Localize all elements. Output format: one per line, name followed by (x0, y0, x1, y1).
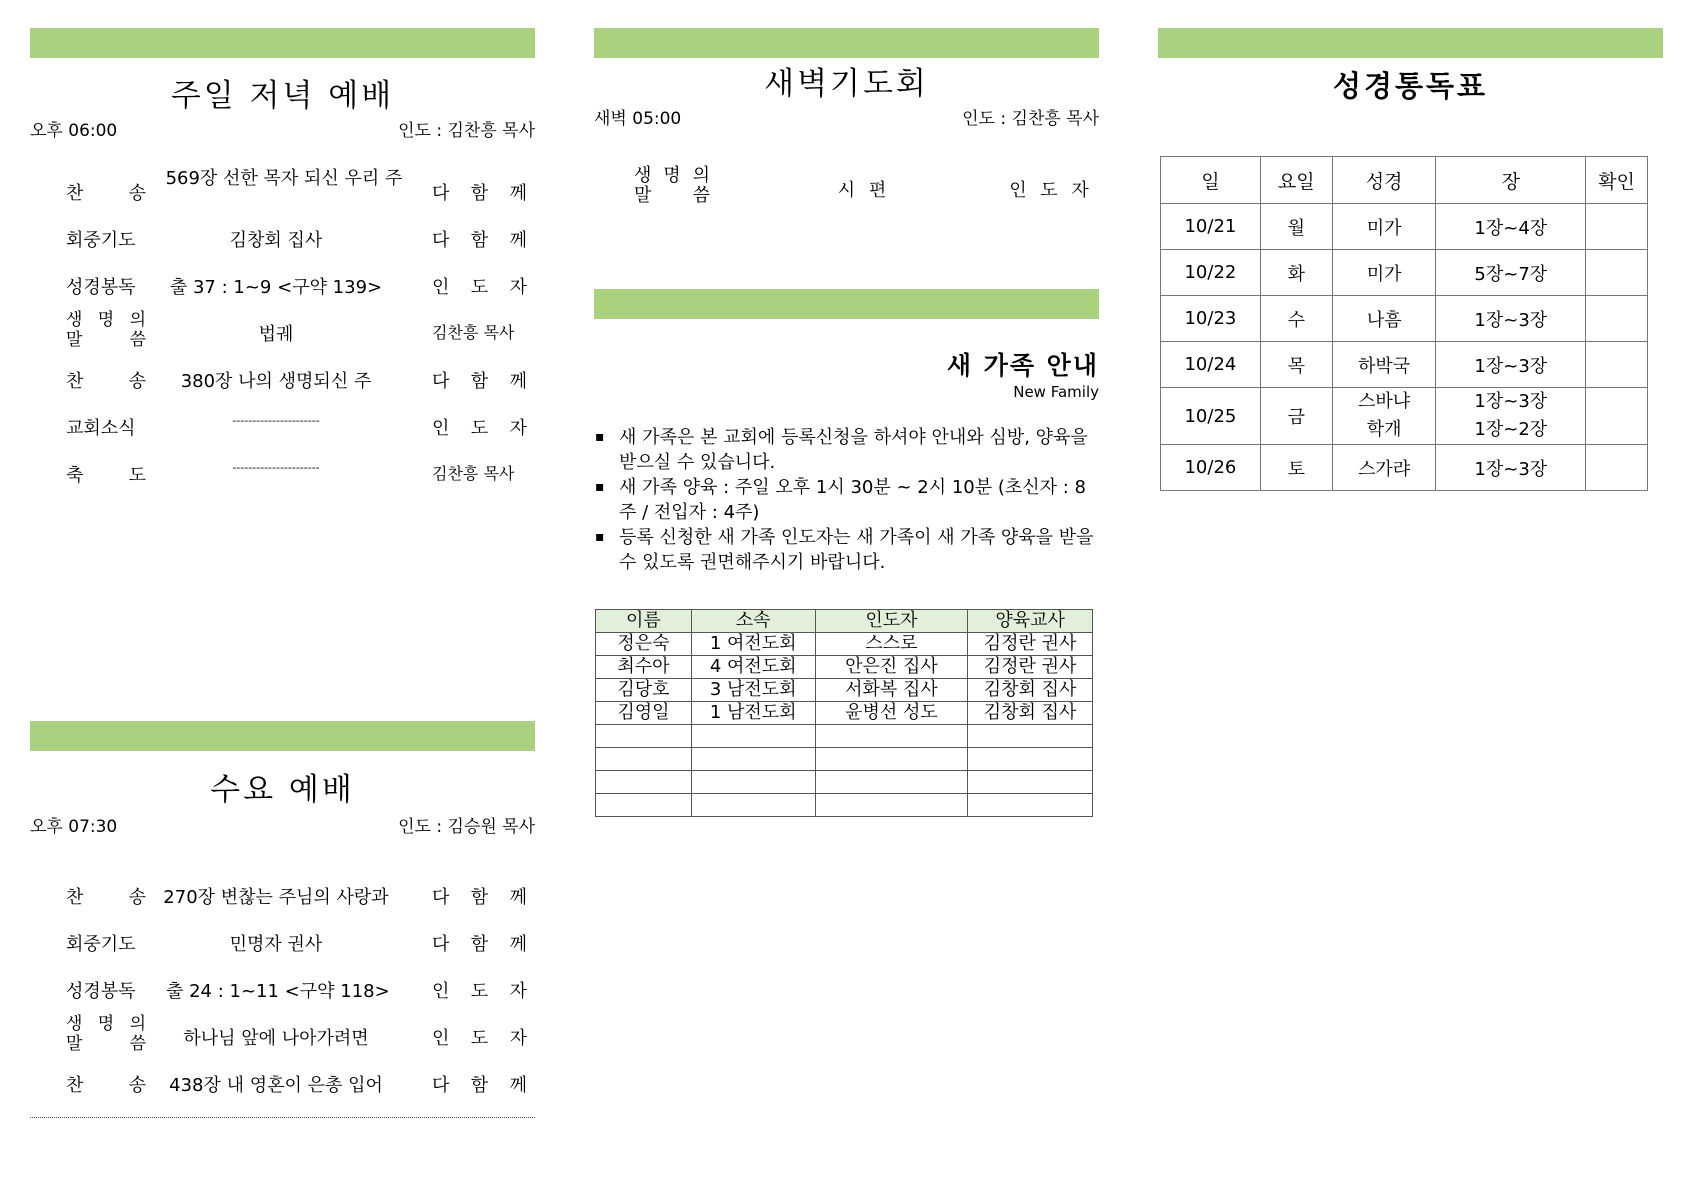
service-row (66, 404, 536, 444)
service-row (66, 263, 536, 303)
table-cell: 김정란 권사 (968, 633, 1093, 656)
column-header: 일 (1161, 157, 1261, 204)
table-cell: 10/23 (1161, 296, 1261, 342)
row-leader: 인 도 자 (432, 981, 527, 1002)
row-label (66, 1014, 146, 1054)
table-cell: 4 여전도회 (691, 656, 815, 679)
table-cell: 10/24 (1161, 342, 1261, 388)
table-header-row (596, 610, 1093, 633)
notice-item: ▪ 등록 신청한 새 가족 인도자는 새 가족이 새 가족 양육을 받을 수 있도록 권면해주시기 바랍니다. (595, 525, 1100, 575)
table-cell (596, 794, 692, 817)
row-content: ---------------------- (232, 461, 320, 474)
row-content: 법궤 (258, 324, 294, 345)
row-label: 찬 송 (66, 887, 146, 908)
table-cell (968, 794, 1093, 817)
table-cell: 김창회 집사 (968, 679, 1093, 702)
table-cell (815, 725, 968, 748)
table-cell (691, 794, 815, 817)
table-cell: 미가 (1332, 250, 1436, 296)
row-leader: 다 함 께 (432, 230, 527, 251)
table-cell: 서화복 집사 (815, 679, 968, 702)
table-cell (691, 771, 815, 794)
column-header: 소속 (691, 610, 815, 633)
table-row (596, 702, 1093, 725)
table-row (596, 748, 1093, 771)
notice-item: ▪ 새 가족은 본 교회에 등록신청을 하셔야 안내와 심방, 양육을 받으실 수 있습니다. (595, 425, 1100, 475)
row-label: 찬 송 (66, 371, 146, 392)
table-cell: 1장~3장 (1436, 296, 1586, 342)
dotted-divider (30, 1117, 535, 1118)
table-cell: 미가 (1332, 204, 1436, 250)
table-cell: 1장~3장 1장~2장 (1436, 388, 1586, 445)
row-leader: 인 도 자 (432, 1028, 527, 1049)
row-label-line2: 말 씀 (66, 1034, 146, 1054)
check-cell[interactable] (1586, 388, 1648, 445)
row-leader: 다 함 께 (432, 183, 527, 204)
row-label: 회중기도 (66, 934, 136, 955)
table-row (1161, 342, 1648, 388)
row-leader: 다 함 께 (432, 934, 527, 955)
service-row (66, 169, 536, 209)
table-cell: 화 (1260, 250, 1332, 296)
column-header: 이름 (596, 610, 692, 633)
table-cell: 1장~3장 (1436, 342, 1586, 388)
row-content: 김창회 집사 (229, 230, 323, 251)
wednesday-time: 오후 07:30 (30, 817, 118, 837)
dawn-header-bar (594, 28, 1099, 58)
row-content: 438장 내 영혼이 은총 입어 (169, 1075, 383, 1096)
column-header: 성경 (1332, 157, 1436, 204)
new-family-table (595, 609, 1093, 817)
table-cell: 김영일 (596, 702, 692, 725)
column-header: 확인 (1586, 157, 1648, 204)
new-family-title: 새 가족 안내 (946, 351, 1099, 380)
check-cell[interactable] (1586, 250, 1648, 296)
table-cell: 하박국 (1332, 342, 1436, 388)
service-row (66, 216, 536, 256)
table-cell (968, 725, 1093, 748)
table-cell: 목 (1260, 342, 1332, 388)
row-label: 회중기도 (66, 230, 136, 251)
table-cell: 5장~7장 (1436, 250, 1586, 296)
table-cell: 1 여전도회 (691, 633, 815, 656)
new-family-subtitle: New Family (1013, 383, 1099, 401)
row-leader: 인 도 자 (1009, 180, 1093, 201)
row-label: 교회소식 (66, 418, 136, 439)
table-cell: 김정란 권사 (968, 656, 1093, 679)
table-cell: 1 남전도회 (691, 702, 815, 725)
table-cell: 최수아 (596, 656, 692, 679)
check-cell[interactable] (1586, 204, 1648, 250)
table-row (1161, 388, 1648, 445)
table-row (1161, 445, 1648, 491)
table-row (1161, 250, 1648, 296)
service-row (66, 1061, 536, 1101)
service-row (66, 357, 536, 397)
service-row (66, 967, 536, 1007)
service-row (66, 310, 536, 350)
row-label (634, 166, 710, 206)
row-leader: 다 함 께 (432, 371, 527, 392)
table-cell: 김당호 (596, 679, 692, 702)
table-cell (815, 748, 968, 771)
table-cell: 10/21 (1161, 204, 1261, 250)
new-family-header-bar (594, 289, 1099, 319)
table-cell: 스가랴 (1332, 445, 1436, 491)
column-header: 양육교사 (968, 610, 1093, 633)
sunday-evening-title: 주일 저녁 예배 (170, 78, 395, 114)
service-row (66, 1014, 536, 1054)
sunday-evening-time: 오후 06:00 (30, 121, 118, 141)
bible-plan-title: 성경통독표 (1332, 69, 1489, 103)
table-cell (691, 725, 815, 748)
row-leader: 인 도 자 (432, 277, 527, 298)
table-cell: 김창회 집사 (968, 702, 1093, 725)
wednesday-title: 수요 예배 (210, 772, 355, 808)
dawn-row (634, 166, 1094, 210)
row-label: 찬 송 (66, 1075, 146, 1096)
table-cell (596, 725, 692, 748)
table-row (1161, 204, 1648, 250)
check-cell[interactable] (1586, 445, 1648, 491)
table-row (1161, 296, 1648, 342)
row-content: 시 편 (837, 180, 891, 201)
row-label-line2: 말 씀 (634, 185, 710, 206)
table-cell: 수 (1260, 296, 1332, 342)
row-label: 성경봉독 (66, 981, 136, 1002)
service-row (66, 920, 536, 960)
table-row (596, 725, 1093, 748)
dawn-leader: 인도 : 김찬흥 목사 (962, 109, 1099, 129)
row-leader: 김찬흥 목사 (432, 464, 515, 483)
bible-reading-table (1160, 156, 1648, 491)
table-row (596, 771, 1093, 794)
table-cell: 토 (1260, 445, 1332, 491)
service-row (66, 873, 536, 913)
sunday-header-bar (30, 28, 535, 58)
row-content: 민명자 권사 (229, 934, 323, 955)
notice-item: ▪ 새 가족 양육 : 주일 오후 1시 30분 ~ 2시 10분 (초신자 : 8주 / 전입자 : 4주) (595, 475, 1100, 525)
row-label-line2: 말 씀 (66, 330, 146, 350)
row-label-line1: 생 명 의 (634, 165, 710, 186)
row-label-line1: 생 명 의 (66, 1014, 146, 1034)
table-cell: 나흠 (1332, 296, 1436, 342)
table-cell: 1장~4장 (1436, 204, 1586, 250)
table-cell (691, 748, 815, 771)
table-cell: 금 (1260, 388, 1332, 445)
table-cell (815, 771, 968, 794)
table-cell: 정은숙 (596, 633, 692, 656)
table-cell: 10/22 (1161, 250, 1261, 296)
row-label-line1: 생 명 의 (66, 310, 146, 330)
table-cell: 월 (1260, 204, 1332, 250)
dawn-title: 새벽기도회 (764, 66, 929, 102)
table-cell: 스바냐 학개 (1332, 388, 1436, 445)
table-cell: 10/26 (1161, 445, 1261, 491)
row-leader: 다 함 께 (432, 887, 527, 908)
table-cell: 윤병선 성도 (815, 702, 968, 725)
table-cell (596, 748, 692, 771)
row-content: 출 37 : 1~9 <구약 139> (169, 277, 383, 298)
check-cell[interactable] (1586, 342, 1648, 388)
table-cell (596, 771, 692, 794)
table-cell: 1장~3장 (1436, 445, 1586, 491)
row-leader: 다 함 께 (432, 1075, 527, 1096)
row-leader: 인 도 자 (432, 418, 527, 439)
table-cell (968, 748, 1093, 771)
row-leader: 김찬흥 목사 (432, 323, 515, 342)
row-label: 성경봉독 (66, 277, 136, 298)
row-label: 찬 송 (66, 183, 146, 204)
row-content: ---------------------- (232, 414, 320, 427)
table-cell (815, 794, 968, 817)
column-header: 장 (1436, 157, 1586, 204)
row-content: 270장 변찮는 주님의 사랑과 (163, 887, 389, 908)
table-row (596, 633, 1093, 656)
table-row (596, 679, 1093, 702)
table-row (596, 794, 1093, 817)
row-content: 380장 나의 생명되신 주 (180, 371, 372, 392)
table-cell: 3 남전도회 (691, 679, 815, 702)
wednesday-header-bar (30, 721, 535, 751)
service-row (66, 451, 536, 491)
row-content: 출 24 : 1~11 <구약 118> (166, 981, 390, 1002)
table-cell (968, 771, 1093, 794)
table-cell: 안은진 집사 (815, 656, 968, 679)
row-label (66, 310, 146, 350)
check-cell[interactable] (1586, 296, 1648, 342)
bible-plan-header-bar (1158, 28, 1663, 58)
table-cell: 10/25 (1161, 388, 1261, 445)
table-cell: 스스로 (815, 633, 968, 656)
table-row (596, 656, 1093, 679)
table-header-row (1161, 157, 1648, 204)
row-label: 축 도 (66, 465, 146, 486)
column-header: 인도자 (815, 610, 968, 633)
wednesday-leader: 인도 : 김승원 목사 (398, 817, 535, 837)
row-content: 하나님 앞에 나아가려면 (183, 1028, 369, 1049)
new-family-notices (595, 425, 1100, 575)
sunday-evening-leader: 인도 : 김찬흥 목사 (398, 121, 535, 141)
row-content: 569장 선한 목자 되신 우리 주 (165, 168, 403, 189)
dawn-time: 새벽 05:00 (594, 109, 682, 129)
column-header: 요일 (1260, 157, 1332, 204)
